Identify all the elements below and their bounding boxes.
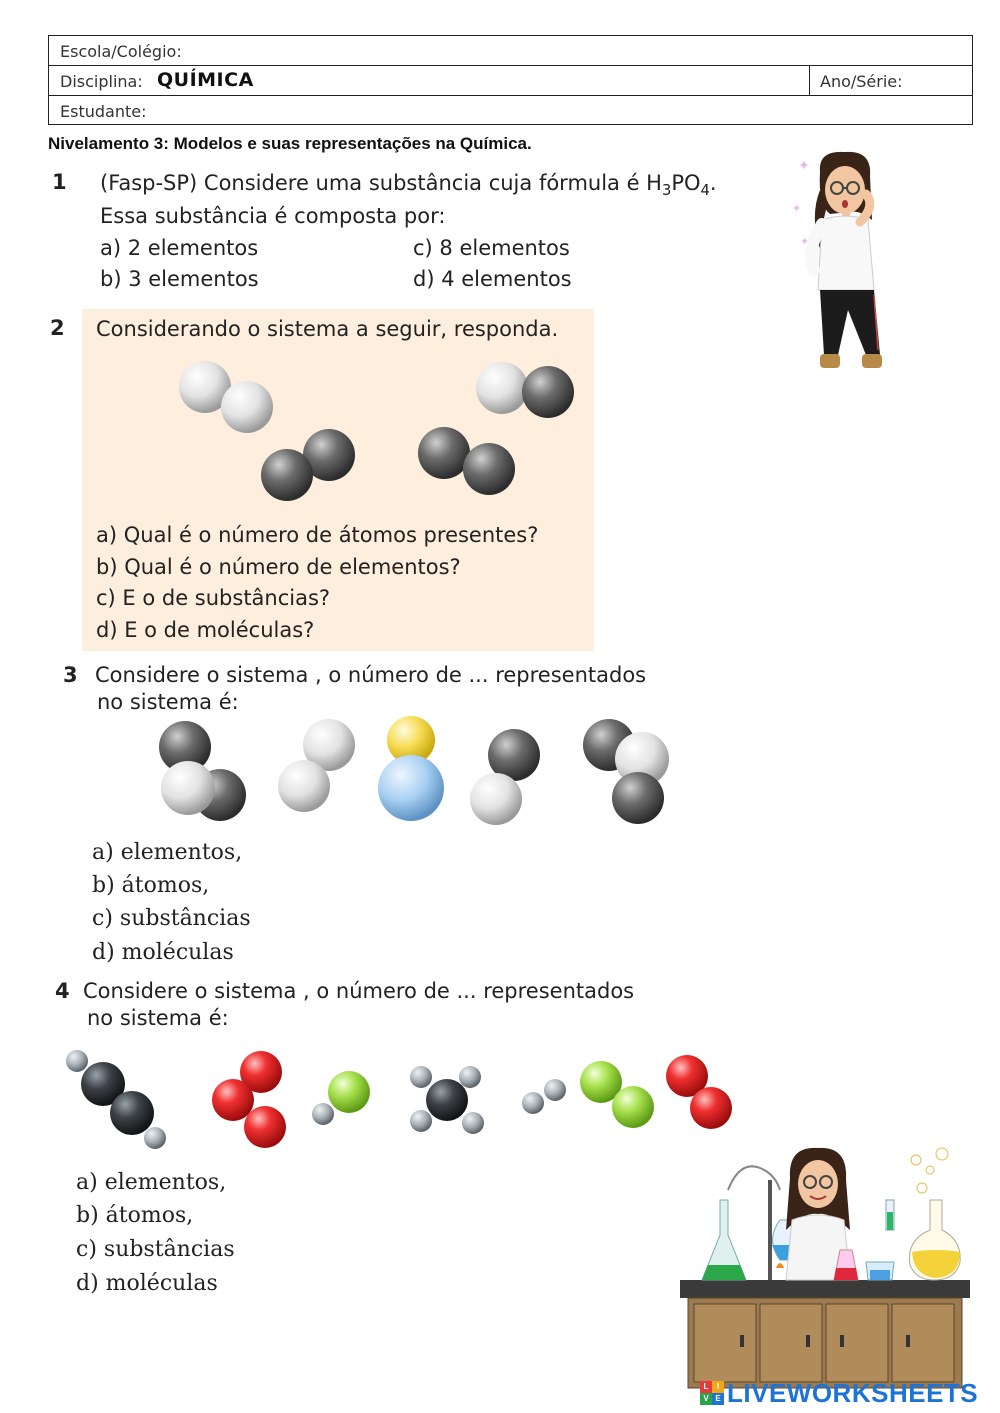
molecule-white-white [278,719,355,812]
q1-line2: Essa substância é composta por: [100,204,446,228]
molecule-gray-white-gray-2 [583,719,669,824]
liveworksheets-text: LIVEWORKSHEETS [727,1377,979,1408]
q2-number: 2 [50,316,65,340]
q1-option-d: d) 4 elementos [413,267,572,291]
q3-line1: Considere o sistema , o número de ... representados [95,663,647,687]
molecule-gray-white [470,729,540,825]
svg-text:✦: ✦ [798,157,810,173]
q3-item-c: c) substâncias [92,906,251,931]
molecule-hcl [312,1071,370,1125]
liveworksheets-logo-icon: L I V E [700,1381,724,1405]
q3-item-d: d) moléculas [92,940,234,965]
q3-number: 3 [63,663,78,687]
q2-molecule-diagram [82,350,594,510]
teacher-avatar-illustration [790,150,910,380]
molecule-gray-gray-2 [418,427,515,495]
q2-item-d: d) E o de moléculas? [96,618,315,642]
q3-item-b: b) átomos, [92,873,210,898]
header-table [48,35,973,125]
student-row [49,96,972,126]
q3-molecule-diagram [150,712,680,832]
q4-item-d: d) moléculas [76,1271,218,1296]
school-row [49,36,972,66]
q4-line2: no sistema é: [87,1006,229,1030]
molecule-gray-gray-1 [261,429,355,501]
discipline-label: Disciplina: [60,72,143,91]
svg-text:✦: ✦ [792,203,802,215]
molecule-o3 [212,1051,286,1148]
q1-option-a: a) 2 elementos [100,236,259,260]
q1-number: 1 [52,170,67,194]
molecule-o2 [666,1055,732,1129]
molecule-white-white [179,361,273,433]
q4-line1: Considere o sistema , o número de ... representados [83,979,635,1003]
q1-option-c: c) 8 elementos [413,236,570,260]
liveworksheets-watermark [700,1378,978,1408]
q1-option-b: b) 3 elementos [100,267,259,291]
school-label: Escola/Colégio: [60,42,182,61]
molecule-cl2 [580,1061,654,1128]
molecule-c2h2 [66,1050,166,1149]
q2-item-a: a) Qual é o número de átomos presentes? [96,523,539,547]
page-title: Nivelamento 3: Modelos e suas representações na Química. [48,134,532,153]
divider [809,66,810,96]
year-label: Ano/Série: [820,72,903,91]
q2-item-c: c) E o de substâncias? [96,586,331,610]
q4-item-a: a) elementos, [76,1170,227,1195]
q4-item-b: b) átomos, [76,1203,194,1228]
discipline-value: QUÍMICA [157,69,254,91]
q2-item-b: b) Qual é o número de elementos? [96,555,461,579]
q4-number: 4 [55,979,70,1003]
chemistry-lab-illustration [680,1140,980,1390]
molecule-h2 [522,1079,566,1114]
discipline-row [49,66,972,96]
molecule-ch4 [410,1066,484,1134]
q1-stem: (Fasp-SP) Considere uma substância cuja fórmula é $H_3PO_4$. [100,171,717,200]
q4-item-c: c) substâncias [76,1237,235,1262]
molecule-gray-white-gray [159,721,246,821]
student-label: Estudante: [60,102,147,121]
q2-stem: Considerando o sistema a seguir, responda. [96,317,559,341]
svg-text:✦: ✦ [800,236,810,248]
q4-molecule-diagram [55,1040,745,1160]
q3-item-a: a) elementos, [92,840,243,865]
molecule-white-gray [476,362,574,418]
molecule-yellow-blue [378,716,444,821]
q3-line2: no sistema é: [97,690,239,714]
